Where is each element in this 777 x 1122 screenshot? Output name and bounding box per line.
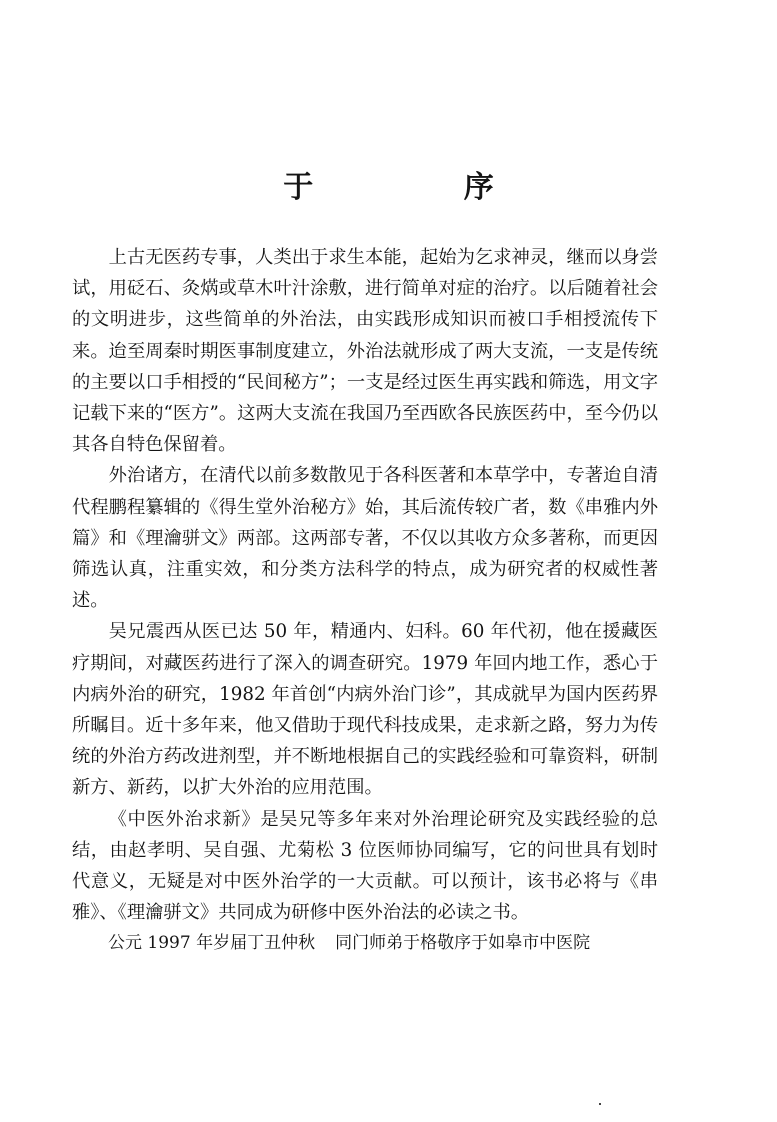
scan-speck — [599, 1103, 601, 1105]
paragraph-2: 外治诸方，在清代以前多数散见于各科医著和本草学中，专著迨自清代程鹏程纂辑的《得生堂外治秘方》始，其后流传较广者，数《串雅内外篇》和《理瀹骈文》两部。这两部专著，不仅以其收方众多著称，而更因筛选认真，注重实效，和分类方法科学的特点，成为研究者的权威性著述。 — [72, 465, 658, 612]
page-title: 于 序 — [283, 170, 564, 205]
signature-line — [72, 928, 658, 959]
signature-date: 公元 1997 年岁届丁丑仲秋 — [108, 933, 316, 954]
signature-author: 同门师弟于格敬序于如皋市中医院 — [335, 933, 591, 954]
paragraph-3: 吴兄震西从医已达 50 年，精通内、妇科。60 年代初，他在援藏医疗期间，对藏医药进行了深入的调查研究。1979 年回内地工作，悉心于内病外治的研究，1982 年首创“内病外治门诊”，其成就早为国内医药界所瞩目。近十多年来，他又借助于现代科技成果，走求新之路，努力为传统的外治方药改进剂型，并不断地根据自己的实践经验和可靠资料，研制新方、新药，以扩大外治的应用范围。 — [72, 621, 658, 799]
paragraph-4: 《中医外治求新》是吴兄等多年来对外治理论研究及实践经验的总结，由赵孝明、吴自强、尤菊松 3 位医师协同编写，它的问世具有划时代意义，无疑是对中医外治学的一大贡献。可以预计，该书必将与《串雅》、《理瀹骈文》共同成为研修中医外治法的必读之书。 — [72, 808, 658, 924]
preface-body — [72, 242, 658, 960]
paragraph-1: 上古无医药专事，人类出于求生本能，起始为乞求神灵，继而以身尝试，用砭石、灸焫或草木叶汁涂敷，进行简单对症的治疗。以后随着社会的文明进步，这些简单的外治法，由实践形成知识而被口手相授流传下来。迨至周秦时期医事制度建立，外治法就形成了两大支流，一支是传统的主要以口手相授的“民间秘方”；一支是经过医生再实践和筛选，用文字记载下来的“医方”。这两大支流在我国乃至西欧各民族医药中，至今仍以其各自特色保留着。 — [72, 247, 658, 456]
